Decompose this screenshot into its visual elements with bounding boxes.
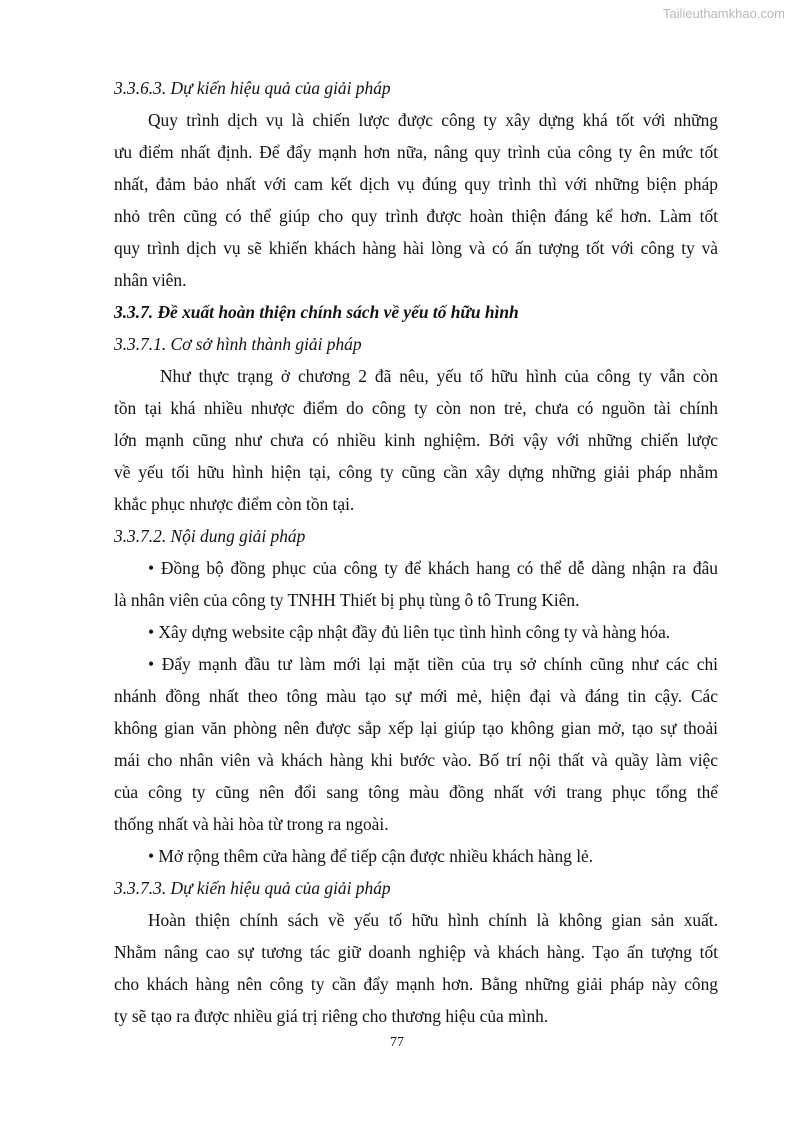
paragraph-line: Nhằm nâng cao sự tương tác giữ doanh nghiệp và khách hàng. Tạo ấn tượng tốt: [114, 942, 718, 962]
paragraph-line: ty sẽ tạo ra được nhiều giá trị riêng cho thương hiệu của mình.: [114, 1006, 549, 1026]
section-heading-3-3-7-2: 3.3.7.2. Nội dung giải pháp: [114, 526, 306, 546]
paragraph-line: lớn mạnh cũng như chưa có nhiều kinh nghiệm. Bởi vậy với những chiến lược: [114, 430, 718, 450]
paragraph-line: nhân viên.: [114, 270, 187, 290]
bullet-line: • Mở rộng thêm cửa hàng để tiếp cận được nhiều khách hàng lẻ.: [148, 846, 594, 866]
paragraph-line: thống nhất và hài hòa từ trong ra ngoài.: [114, 814, 389, 834]
paragraph-line: nhất, đảm bảo nhất với cam kết dịch vụ đúng quy trình thì với những biện pháp: [114, 174, 718, 194]
paragraph-line: Quy trình dịch vụ là chiến lược được công ty xây dựng khá tốt với những: [148, 110, 718, 130]
paragraph-line: về yếu tối hữu hình hiện tại, công ty cũng cần xây dựng những giải pháp nhằm: [114, 462, 718, 482]
section-heading-3-3-7-3: 3.3.7.3. Dự kiến hiệu quả của giải pháp: [114, 878, 391, 898]
bullet-line: • Đẩy mạnh đầu tư làm mới lại mặt tiền của trụ sở chính cũng như các chi: [148, 654, 718, 674]
paragraph-line: nhánh đồng nhất theo tông màu tạo sự mới mẻ, hiện đại và đáng tin cậy. Các: [114, 686, 718, 706]
section-heading-3-3-7: 3.3.7. Đề xuất hoàn thiện chính sách về yếu tố hữu hình: [114, 302, 519, 322]
paragraph-line: ưu điểm nhất định. Để đẩy mạnh hơn nữa, nâng quy trình của công ty ên mức tốt: [114, 142, 718, 162]
paragraph-line: cho khách hàng nên công ty cần đẩy mạnh hơn. Bằng những giải pháp này công: [114, 974, 718, 994]
paragraph-line: mái cho nhân viên và khách hàng khi bước vào. Bố trí nội thất và quầy làm việc: [114, 750, 718, 770]
section-heading-3-3-6-3: 3.3.6.3. Dự kiến hiệu quả của giải pháp: [114, 78, 391, 98]
paragraph-line: khắc phục nhược điểm còn tồn tại.: [114, 494, 355, 514]
paragraph-line: tồn tại khá nhiều nhược điểm do công ty còn non trẻ, chưa có nguồn tài chính: [114, 398, 718, 418]
paragraph-line: của công ty cũng nên đổi sang tông màu đồng nhất với trang phục tổng thể: [114, 782, 718, 802]
paragraph-line: quy trình dịch vụ sẽ khiến khách hàng hài lòng và có ấn tượng tốt với công ty và: [114, 238, 718, 258]
paragraph-line: là nhân viên của công ty TNHH Thiết bị phụ tùng ô tô Trung Kiên.: [114, 590, 580, 610]
paragraph-line: không gian văn phòng nên được sắp xếp lại giúp tạo không gian mở, tạo sự thoải: [114, 718, 718, 738]
bullet-line: • Xây dựng website cập nhật đầy đủ liên tục tình hình công ty và hàng hóa.: [148, 622, 671, 642]
paragraph-line: Hoàn thiện chính sách về yếu tố hữu hình chính là không gian sản xuất.: [148, 910, 718, 930]
page-number: 77: [390, 1035, 404, 1050]
section-heading-3-3-7-1: 3.3.7.1. Cơ sở hình thành giải pháp: [114, 334, 362, 354]
paragraph-line: Như thực trạng ở chương 2 đã nêu, yếu tố hữu hình của công ty vẫn còn: [160, 366, 718, 386]
bullet-line: • Đồng bộ đồng phục của công ty để khách hang có thể dễ dàng nhận ra đâu: [148, 558, 718, 578]
paragraph-line: nhỏ trên cũng có thể giúp cho quy trình được hoàn thiện đáng kể hơn. Làm tốt: [114, 206, 718, 226]
watermark-text: Tailieuthamkhao.com: [662, 6, 785, 21]
